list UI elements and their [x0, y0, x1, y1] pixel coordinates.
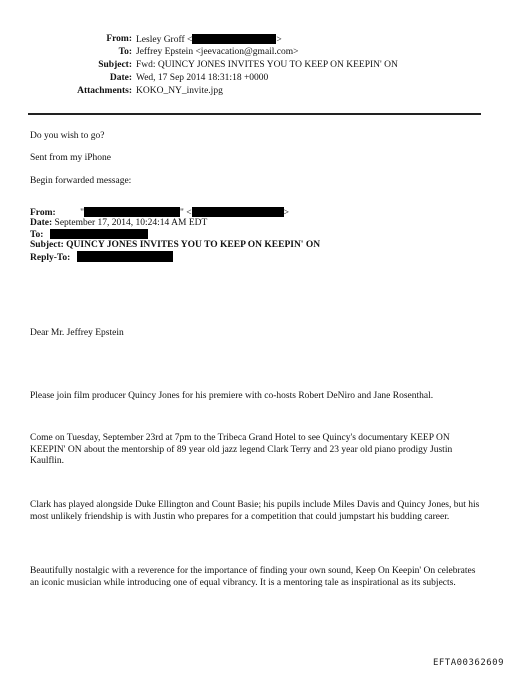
- body-line-question: Do you wish to go?: [30, 131, 105, 141]
- fwd-replyto-row: [30, 251, 173, 264]
- redaction-bar: [192, 207, 284, 217]
- header-to-label: To:: [118, 47, 132, 57]
- header-subject-value: Fwd: QUINCY JONES INVITES YOU TO KEEP ON KEEPIN' ON: [136, 60, 398, 70]
- header-from-label: From:: [106, 34, 132, 44]
- message-paragraph-3: Clark has played alongside Duke Ellington and Count Basie; his pupils include Miles Davis and Quincy Jones, but his most unlikely friendship is with Justin who prepares for a competition that could jumpstart his budding career.: [30, 500, 480, 522]
- header-to-value: Jeffrey Epstein <jeevacation@gmail.com>: [136, 47, 299, 57]
- message-paragraph-1: Please join film producer Quincy Jones for his premiere with co-hosts Robert DeNiro and Jane Rosenthal.: [30, 391, 434, 401]
- document-id: EFTA00362609: [432, 658, 504, 668]
- redaction-bar: [84, 207, 180, 217]
- header-date-label: Date:: [109, 73, 132, 83]
- fwd-date-value: September 17, 2014, 10:24:14 AM EDT: [54, 218, 208, 228]
- message-greeting: Dear Mr. Jeffrey Epstein: [30, 328, 124, 338]
- header-from-value: [136, 34, 282, 46]
- header-attachments-label: Attachments:: [77, 86, 132, 96]
- fwd-from-label: From:: [30, 208, 56, 218]
- fwd-from-close: >: [283, 208, 289, 218]
- header-attachments-value[interactable]: KOKO_NY_invite.jpg: [136, 86, 223, 96]
- header-from-name: Lesley Groff <: [136, 35, 193, 45]
- header-from-close: >: [276, 35, 282, 45]
- fwd-from-open: ": [80, 208, 84, 218]
- fwd-replyto-label: Reply-To:: [30, 253, 71, 263]
- redaction-bar: [192, 34, 276, 44]
- message-paragraph-2: Come on Tuesday, September 23rd at 7pm to the Tribeca Grand Hotel to see Quincy's documentary KEEP ON KEEPIN' ON about the mentorship of 89 year old jazz legend Clark Terry and 23 year old piano prodigy Justin Kaulflin.: [30, 433, 453, 466]
- body-line-sent-from: Sent from my iPhone: [30, 153, 112, 163]
- redaction-bar: [50, 229, 148, 239]
- fwd-subject-row: [30, 240, 320, 251]
- fwd-from-mid: " <: [179, 208, 192, 218]
- redaction-bar: [77, 251, 173, 262]
- header-divider: [28, 113, 481, 115]
- fwd-subject-value: QUINCY JONES INVITES YOU TO KEEP ON KEEPIN' ON: [66, 240, 321, 250]
- body-line-forwarded: Begin forwarded message:: [30, 176, 132, 186]
- fwd-date-label: Date:: [30, 218, 53, 228]
- header-subject-label: Subject:: [98, 60, 132, 70]
- message-paragraph-4: Beautifully nostalgic with a reverence for the importance of finding your own sound, Keep On Keepin' On celebrates an iconic musician while introducing one of equal vibrancy. It is a mentoring tale as inspirational as its subjects.: [30, 566, 476, 588]
- fwd-subject-label: Subject:: [30, 240, 64, 250]
- fwd-date-row: [30, 218, 207, 229]
- fwd-to-label: To:: [30, 230, 44, 240]
- header-date-value: Wed, 17 Sep 2014 18:31:18 +0000: [136, 73, 269, 83]
